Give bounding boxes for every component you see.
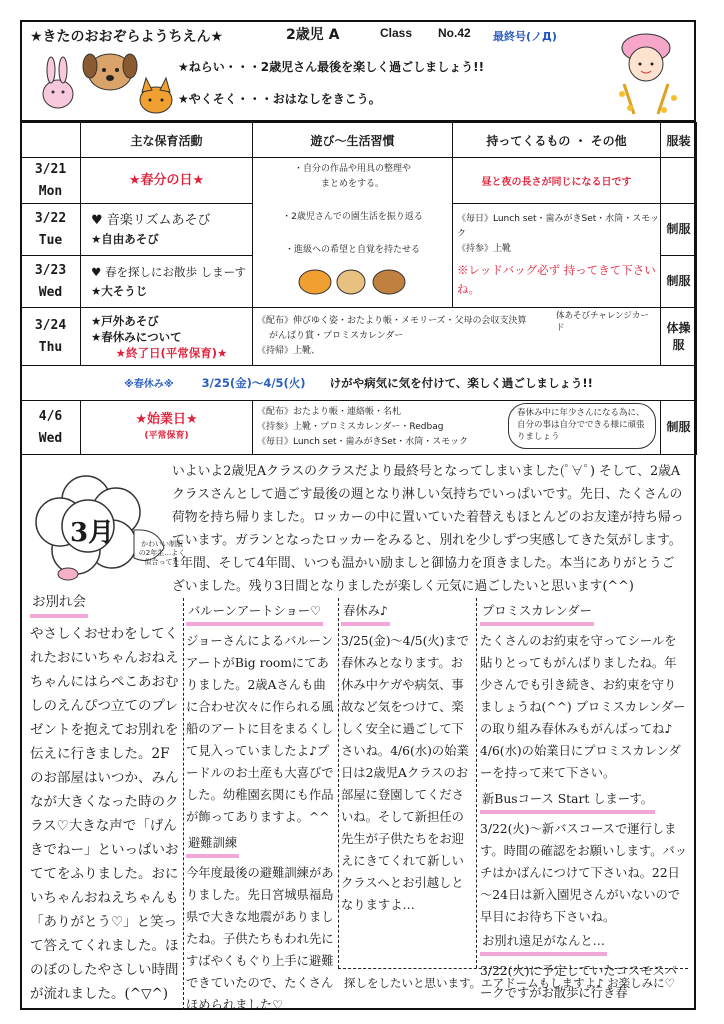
bring-line: 《毎日》Lunch set・歯みがきSet・水筒・スモック bbox=[257, 437, 469, 447]
class-label: Class bbox=[380, 26, 413, 40]
closing-day: ★終了日(平常保育)★ bbox=[115, 345, 228, 360]
corner-cell bbox=[21, 123, 81, 158]
bring-line: 《配布》伸びゆく姿・おたより帳・メモリーズ・父母の会収支決算 bbox=[257, 316, 527, 326]
col-header-dress: 服装 bbox=[661, 123, 697, 158]
kindergarten-title: ★きたのおおぞらようちえん★ bbox=[30, 29, 224, 45]
dress-cell: 体操服 bbox=[661, 308, 697, 366]
activity-cell bbox=[81, 308, 253, 366]
balloon-section bbox=[186, 600, 336, 1016]
play-line: ・進級への希望と自覚を持たせる bbox=[284, 244, 420, 255]
dress-cell bbox=[661, 158, 697, 204]
bring-cell bbox=[253, 401, 661, 455]
animal-illustration bbox=[38, 42, 178, 118]
bring-line: 《持参》上靴・プロミスカレンダー・Redbag bbox=[257, 422, 444, 432]
date-cell bbox=[21, 308, 81, 366]
weekday: Mon bbox=[38, 183, 63, 199]
date-cell bbox=[21, 158, 81, 204]
opening-day-note: (平常保育) bbox=[144, 430, 189, 441]
column-divider bbox=[183, 598, 184, 1010]
spring-break-message: けがや病気に気を付けて、楽しく過ごしましょう!! bbox=[329, 376, 593, 390]
walk-continued: 探しをしたいと思います。エアドームもしますよ♪ お楽しみに♡ bbox=[344, 976, 675, 990]
opening-day: ★始業日★ bbox=[135, 411, 198, 427]
spring-body: 3/25(金)～4/5(火)まで春休みとなります。お休み中ケガや病気、事故など気をつけて、楽しく安全に過ごして下さいね。4/6(水)の始業日は2歳児Aクラスのお部屋に登園してくださいね。そして新担任の先生が子供たちをお迎えにきてくれて新しいクラスへとお引越しとなりますよ… bbox=[341, 634, 470, 912]
column-divider bbox=[476, 598, 477, 968]
bring-cell bbox=[253, 308, 661, 366]
date-cell bbox=[21, 204, 81, 256]
evac-body: 今年度最後の避難訓練がありました。先日宮城県福島県で大きな地震がありましたね。子供たちもわれ先にすばやくもぐり上手に避難できていたので、たくさんほめられました♡ bbox=[186, 866, 334, 1012]
walk-body: 3/22(火)に予定していたコスモスパークですがお散歩に行き春 bbox=[480, 964, 678, 1000]
weekday: Tue bbox=[38, 232, 63, 248]
date: 3/23 bbox=[34, 262, 67, 278]
column-divider bbox=[338, 598, 339, 968]
bubble-note: かわいい制服の2年生…よく似合ってた bbox=[138, 540, 186, 566]
grade-label: 2歳児 A bbox=[286, 27, 340, 43]
date-cell bbox=[21, 401, 81, 455]
play-cell bbox=[253, 158, 453, 308]
farewell-body: やさしくおせわをしてくれたおにいちゃんおねえちゃんにはらぺこあおむしのえんぴつ立てのプレゼントを抱えてお別れを伝えに行きました。2Fのお部屋はいつか、みんなが大きくなった時のクラス♡大きな声で「げんきでねー」といっぱいおててをふりました。おにいちゃんおねえちゃんも「ありがとう♡」と笑って答えてくれました。ほのぼのしたやさしい時間が流れました。(^▽^) bbox=[30, 626, 179, 1002]
promise-title: プロミスカレンダー bbox=[480, 600, 594, 626]
issue-number: No.42 bbox=[438, 26, 471, 40]
aim-text: ★ねらい・・・2歳児さん最後を楽しく過ごしましょう!! bbox=[178, 60, 485, 74]
girl-illustration bbox=[612, 24, 692, 118]
spring-break-cell bbox=[21, 366, 697, 401]
dress-cell: 制服 bbox=[661, 401, 697, 455]
promise-text: ★やくそく・・・おはなしをきこう。 bbox=[178, 92, 381, 106]
last-issue-label: 最終号(ノД) bbox=[493, 30, 557, 43]
challenge-card-note: 体あそびチャレンジカード bbox=[556, 311, 649, 333]
date: 3/21 bbox=[34, 161, 67, 177]
kids-illustration bbox=[293, 258, 413, 298]
activity-line: ★自由あそび bbox=[91, 231, 159, 246]
table-row bbox=[21, 158, 697, 204]
activity-line: ♥ 春を探しにお散歩 しまーす bbox=[91, 264, 247, 279]
balloon-body: ジョーさんによるバルーンアートがBig roomにてありました。2歳Aさんも曲に合わせ次々に作られる風船のアートに目をまるくして見入っていましたよ♪プードルのお土産も大喜びでした。幼稚園玄関にも作品が飾ってありますよ。^^ bbox=[186, 634, 334, 824]
bring-line: 《持帰》上靴、 bbox=[257, 346, 321, 356]
farewell-section bbox=[30, 590, 182, 1006]
col-header-activities: 主な保育活動 bbox=[81, 123, 253, 158]
spring-section bbox=[341, 600, 473, 916]
date: 3/24 bbox=[34, 317, 67, 333]
month-label: 3月 bbox=[70, 518, 115, 548]
redbag-note: ※レッドバッグ必ず 持ってきて下さいね。 bbox=[457, 263, 656, 296]
activity-line: ★大そうじ bbox=[91, 283, 148, 298]
bring-line: 《持参》上靴 bbox=[457, 244, 512, 254]
col-header-play: 遊び～生活習慣 bbox=[253, 123, 453, 158]
promise-body: たくさんのお約束を守ってシールを貼りとってもがんばりましたね。年少さんでも引き続き、お約束を守りましょうね(^^) プロミスカレンダーの取り組み春休みもがんばってね♪ 4/6(水)の始業日にプロミスカレンダーを持って来て下さい。 bbox=[480, 634, 686, 780]
bring-cell bbox=[453, 204, 661, 308]
weekday: Wed bbox=[38, 284, 63, 300]
dress-cell: 制服 bbox=[661, 256, 697, 308]
table-header-row bbox=[21, 123, 697, 158]
col-header-bring: 持ってくるもの ・ その他 bbox=[453, 123, 661, 158]
date: 3/22 bbox=[34, 210, 67, 226]
bus-body: 3/22(火)～新バスコースで運行します。時間の確認をお願いします。バッチはかばんにつけて下さいね。22日～24日は新入園児さんがいないので早目にお待ち下さいね。 bbox=[480, 822, 688, 924]
date: 4/6 bbox=[38, 408, 63, 424]
spring-title: 春休み♪ bbox=[341, 600, 390, 626]
weekday: Thu bbox=[38, 339, 63, 355]
activity-line: ★戸外あそび bbox=[91, 313, 159, 328]
activity-cell bbox=[81, 204, 253, 256]
play-line: ・2歳児さんでの園生活を振り返る bbox=[282, 211, 423, 222]
activity-line: ★春休みについて bbox=[91, 329, 182, 344]
activity-line: ♥ 音楽リズムあそび bbox=[91, 212, 211, 228]
section-divider bbox=[338, 968, 688, 969]
balloon-title: バルーンアートショー♡ bbox=[186, 600, 323, 626]
dress-cell: 制服 bbox=[661, 204, 697, 256]
activity-cell bbox=[81, 401, 253, 455]
table-row bbox=[21, 401, 697, 455]
weekday: Wed bbox=[38, 430, 63, 446]
farewell-title: お別れ会 bbox=[30, 590, 88, 618]
activity-cell bbox=[81, 256, 253, 308]
spring-break-label: ※春休み※ bbox=[124, 379, 174, 390]
bring-line: 《配布》おたより帳・連絡帳・名札 bbox=[257, 407, 402, 417]
evac-title: 避難訓練 bbox=[186, 832, 239, 858]
spring-break-dates: 3/25(金)～4/5(火) bbox=[201, 376, 306, 390]
date-cell bbox=[21, 256, 81, 308]
walk-title: お別れ遠足がなんと… bbox=[480, 930, 607, 956]
bring-line: 《毎日》Lunch set・歯みがきSet・水筒・スモック bbox=[457, 214, 660, 239]
activity-cell: ★春分の日★ bbox=[81, 158, 253, 204]
right-column bbox=[480, 600, 688, 1004]
spring-break-reminder: 春休み中に年少さんになる為に、自分の事は自分でできる様に頑張りましょう bbox=[508, 403, 656, 449]
schedule-table bbox=[20, 122, 697, 455]
bring-cell: 昼と夜の長さが同じになる日です bbox=[453, 158, 661, 204]
table-row bbox=[21, 308, 697, 366]
play-line: まとめをする。 bbox=[320, 178, 384, 189]
spring-break-row bbox=[21, 366, 697, 401]
play-line: ・自分の作品や用具の整理や bbox=[293, 163, 411, 174]
intro-letter: いよいよ2歳児Aクラスのクラスだより最終号となってしまいました(ﾟ∀ﾟ) そして、2歳Aクラスさんとして過ごす最後の週となり淋しい気持ちでいっぱいです。先日、たくさんの荷物を持ち帰りました。ロッカーの中に置いていた着替えもほとんどのお友達が持ち帰っています。ガランとなったロッカーをみると、別れを少しずつ実感してきた気がします。1年間、そして4年間、いつも温かい励ましと御協力を頂きました。本当にありがとうございました。残り3日間となりましたが楽しく元気に過ごしたいと思います(^^) bbox=[172, 464, 684, 594]
bus-title: 新Busコース Start しまーす。 bbox=[480, 788, 655, 814]
bring-line: がんばり賞・プロミスカレンダー bbox=[269, 331, 404, 341]
